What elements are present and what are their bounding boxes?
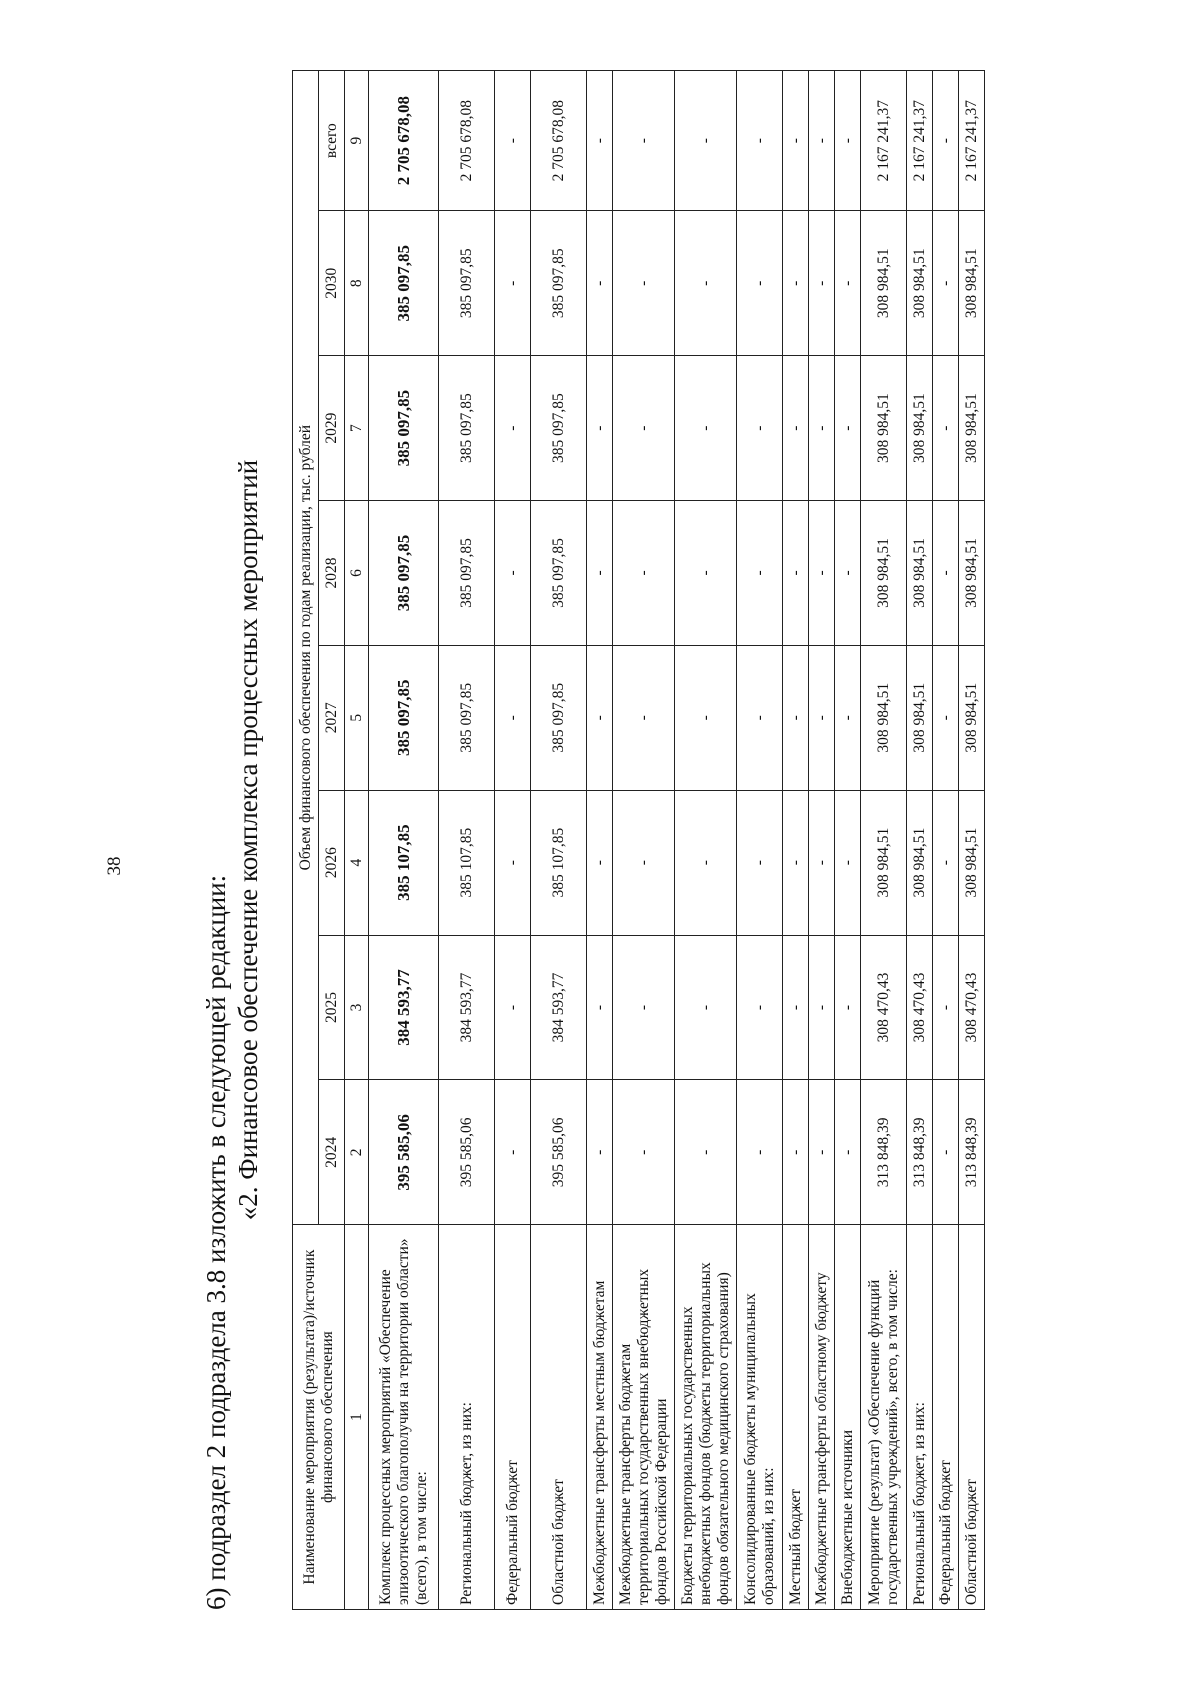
row-value: - — [675, 71, 737, 211]
row-value: - — [613, 501, 675, 646]
table-row — [959, 71, 985, 1610]
row-value: - — [809, 1080, 835, 1225]
header-year-8: всего — [319, 71, 345, 211]
row-value: - — [495, 71, 531, 211]
row-value: - — [737, 1080, 783, 1225]
table-row — [495, 71, 531, 1610]
row-value: - — [783, 71, 809, 211]
row-value: - — [933, 935, 959, 1080]
row-value: - — [835, 71, 861, 211]
row-value: 385 097,85 — [369, 356, 439, 501]
row-value: 2 705 678,08 — [369, 71, 439, 211]
row-value: - — [737, 501, 783, 646]
header-group-cell: Объем финансового обеспечения по годам реализации, тыс. рублей — [293, 71, 319, 1225]
column-number-3: 3 — [345, 935, 369, 1080]
row-value: 395 585,06 — [369, 1080, 439, 1225]
row-value: 308 984,51 — [861, 501, 907, 646]
rotated-page-content — [200, 70, 1060, 1610]
row-value: - — [933, 645, 959, 790]
row-value: - — [783, 935, 809, 1080]
column-number-9: 9 — [345, 71, 369, 211]
row-value: - — [587, 1080, 613, 1225]
column-number-2: 2 — [345, 1080, 369, 1225]
row-name: Региональный бюджет, из них: — [907, 1225, 933, 1610]
row-value: 308 984,51 — [959, 356, 985, 501]
row-value: 308 984,51 — [959, 645, 985, 790]
row-value: - — [783, 645, 809, 790]
row-value: 308 984,51 — [861, 790, 907, 935]
row-value: - — [933, 501, 959, 646]
row-value: - — [933, 1080, 959, 1225]
row-value: 385 097,85 — [439, 645, 495, 790]
row-value: - — [613, 356, 675, 501]
row-value: 384 593,77 — [439, 935, 495, 1080]
row-value: - — [587, 356, 613, 501]
row-value: - — [835, 645, 861, 790]
row-value: - — [495, 356, 531, 501]
heading-line-1: 6) подраздел 2 подраздела 3.8 изложить в следующей редакции: — [201, 874, 231, 1610]
row-value: - — [809, 211, 835, 356]
row-value: - — [587, 71, 613, 211]
column-number-5: 5 — [345, 645, 369, 790]
row-value: - — [809, 356, 835, 501]
row-value: 385 097,85 — [369, 645, 439, 790]
row-value: - — [675, 935, 737, 1080]
row-name: Межбюджетные трансферты бюджетам территориальных государственных внебюджетных фондов Российской Федерации — [613, 1225, 675, 1610]
row-value: 2 167 241,37 — [907, 71, 933, 211]
row-value: 308 470,43 — [959, 935, 985, 1080]
row-value: 385 097,85 — [531, 501, 587, 646]
financing-table — [292, 70, 985, 1610]
row-value: 308 984,51 — [959, 211, 985, 356]
row-value: - — [783, 790, 809, 935]
row-value: - — [587, 790, 613, 935]
row-value: - — [737, 356, 783, 501]
row-value: 308 984,51 — [907, 501, 933, 646]
row-value: - — [783, 356, 809, 501]
row-value: 308 470,43 — [861, 935, 907, 1080]
header-year-3: 2026 — [319, 790, 345, 935]
row-name: Областной бюджет — [959, 1225, 985, 1610]
row-value: - — [835, 356, 861, 501]
row-value: - — [495, 645, 531, 790]
row-value: - — [675, 645, 737, 790]
row-value: - — [495, 935, 531, 1080]
heading-line-2: «2. Финансовое обеспечение комплекса процессных мероприятий — [233, 459, 263, 1221]
row-value: - — [613, 1080, 675, 1225]
header-year-4: 2027 — [319, 645, 345, 790]
column-number-1: 1 — [345, 1225, 369, 1610]
row-value: 395 585,06 — [531, 1080, 587, 1225]
header-year-6: 2029 — [319, 356, 345, 501]
row-value: 385 097,85 — [369, 211, 439, 356]
row-name: Межбюджетные трансферты местным бюджетам — [587, 1225, 613, 1610]
row-value: - — [737, 790, 783, 935]
row-value: 385 097,85 — [439, 356, 495, 501]
row-name: Комплекс процессных мероприятий «Обеспечение эпизоотического благополучия на территории области» (всего), в том числе: — [369, 1225, 439, 1610]
row-value: 313 848,39 — [861, 1080, 907, 1225]
section-heading — [200, 70, 264, 1610]
row-value: 308 984,51 — [861, 645, 907, 790]
row-value: - — [809, 501, 835, 646]
row-name: Федеральный бюджет — [495, 1225, 531, 1610]
row-value: - — [495, 790, 531, 935]
row-value: 313 848,39 — [959, 1080, 985, 1225]
row-value: 385 097,85 — [439, 501, 495, 646]
row-value: 2 705 678,08 — [439, 71, 495, 211]
row-value: - — [613, 645, 675, 790]
row-name: Внебюджетные источники — [835, 1225, 861, 1610]
row-value: 308 984,51 — [907, 356, 933, 501]
row-name: Консолидированные бюджеты муниципальных образований, из них: — [737, 1225, 783, 1610]
row-value: - — [613, 935, 675, 1080]
row-value: 385 097,85 — [369, 501, 439, 646]
column-number-8: 8 — [345, 211, 369, 356]
row-value: 308 984,51 — [907, 645, 933, 790]
row-value: 308 984,51 — [959, 790, 985, 935]
row-value: - — [675, 501, 737, 646]
row-value: - — [933, 211, 959, 356]
row-value: - — [613, 211, 675, 356]
table-row — [439, 71, 495, 1610]
row-value: - — [835, 935, 861, 1080]
row-value: 2 167 241,37 — [959, 71, 985, 211]
row-value: - — [675, 211, 737, 356]
row-value: 308 984,51 — [861, 356, 907, 501]
column-number-4: 4 — [345, 790, 369, 935]
row-value: - — [495, 211, 531, 356]
row-value: - — [783, 211, 809, 356]
row-value: - — [587, 211, 613, 356]
row-value: - — [835, 211, 861, 356]
row-name: Бюджеты территориальных государственных внебюджетных фондов (бюджеты территориальных фондов обязательного медицинского страхования) — [675, 1225, 737, 1610]
row-value: - — [783, 1080, 809, 1225]
table-row — [835, 71, 861, 1610]
row-name: Местный бюджет — [783, 1225, 809, 1610]
row-value: - — [495, 1080, 531, 1225]
row-value: - — [675, 790, 737, 935]
row-value: 308 984,51 — [907, 790, 933, 935]
row-value: 313 848,39 — [907, 1080, 933, 1225]
table-row — [809, 71, 835, 1610]
row-value: 2 705 678,08 — [531, 71, 587, 211]
row-value: 2 167 241,37 — [861, 71, 907, 211]
row-value: - — [933, 790, 959, 935]
row-value: - — [835, 1080, 861, 1225]
row-value: - — [809, 790, 835, 935]
row-value: 385 107,85 — [439, 790, 495, 935]
row-value: 308 984,51 — [861, 211, 907, 356]
row-value: 385 097,85 — [531, 356, 587, 501]
row-value: - — [737, 645, 783, 790]
row-value: - — [613, 790, 675, 935]
table-row — [907, 71, 933, 1610]
row-value: - — [613, 71, 675, 211]
header-year-5: 2028 — [319, 501, 345, 646]
row-value: - — [495, 501, 531, 646]
row-value: 308 984,51 — [907, 211, 933, 356]
row-value: 308 984,51 — [959, 501, 985, 646]
row-value: - — [587, 501, 613, 646]
table-row — [531, 71, 587, 1610]
row-value: 385 107,85 — [369, 790, 439, 935]
row-value: - — [737, 935, 783, 1080]
row-value: - — [809, 71, 835, 211]
row-value: - — [675, 1080, 737, 1225]
row-value: - — [835, 790, 861, 935]
row-value: - — [809, 645, 835, 790]
row-value: - — [737, 71, 783, 211]
row-value: - — [783, 501, 809, 646]
page-number: 38 — [104, 856, 125, 876]
row-name: Межбюджетные трансферты областному бюджету — [809, 1225, 835, 1610]
row-value: 385 097,85 — [531, 211, 587, 356]
table-row — [613, 71, 675, 1610]
row-value: 308 470,43 — [907, 935, 933, 1080]
header-year-1: 2024 — [319, 1080, 345, 1225]
row-value: - — [933, 71, 959, 211]
row-name: Областной бюджет — [531, 1225, 587, 1610]
table-row — [933, 71, 959, 1610]
row-value: 384 593,77 — [531, 935, 587, 1080]
column-number-7: 7 — [345, 356, 369, 501]
table-row — [861, 71, 907, 1610]
row-value: 385 107,85 — [531, 790, 587, 935]
row-value: 395 585,06 — [439, 1080, 495, 1225]
row-value: - — [809, 935, 835, 1080]
row-name: Федеральный бюджет — [933, 1225, 959, 1610]
table-row — [675, 71, 737, 1610]
header-name-cell: Наименование мероприятия (результата)/источник финансового обеспечения — [293, 1225, 345, 1610]
row-value: - — [737, 211, 783, 356]
table-row — [783, 71, 809, 1610]
row-name: Мероприятие (результат) «Обеспечение функций государственных учреждений», всего, в том числе: — [861, 1225, 907, 1610]
row-value: - — [835, 501, 861, 646]
header-year-2: 2025 — [319, 935, 345, 1080]
row-value: - — [587, 935, 613, 1080]
table-row — [369, 71, 439, 1610]
table-row — [737, 71, 783, 1610]
row-value: 384 593,77 — [369, 935, 439, 1080]
row-value: - — [587, 645, 613, 790]
row-value: - — [675, 356, 737, 501]
table-row — [587, 71, 613, 1610]
row-value: 385 097,85 — [439, 211, 495, 356]
row-value: - — [933, 356, 959, 501]
row-name: Региональный бюджет, из них: — [439, 1225, 495, 1610]
header-year-7: 2030 — [319, 211, 345, 356]
row-value: 385 097,85 — [531, 645, 587, 790]
column-number-6: 6 — [345, 501, 369, 646]
